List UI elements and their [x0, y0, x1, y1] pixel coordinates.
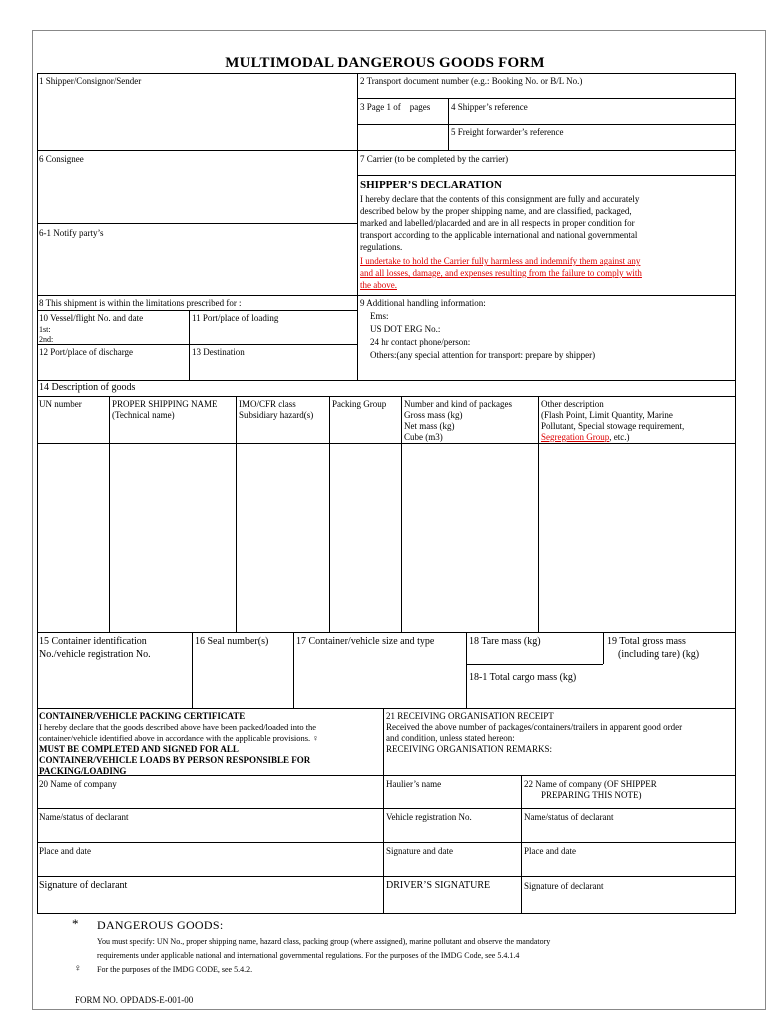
receipt-line: Received the above number of packages/containers/trailers in apparent good order: [386, 722, 683, 732]
grid-line: [37, 73, 736, 74]
footnote-line: You must specify: UN No., proper shipping name, hazard class, packing group (where assigned), marine pollutant and observe the mandatory: [97, 937, 551, 946]
grid-line: [603, 632, 604, 664]
female-symbol-icon: ♀: [74, 963, 82, 974]
certificate-line: I hereby declare that the goods described above have been packed/loaded into the: [39, 722, 317, 732]
company-name-label: 20 Name of company: [39, 779, 117, 789]
grid-line: [37, 223, 357, 224]
packing-group-header: Packing Group: [332, 399, 387, 409]
technical-name-header: (Technical name): [112, 410, 175, 420]
subsidiary-hazard-header: Subsidiary hazard(s): [239, 410, 314, 420]
un-number-header: UN number: [39, 399, 82, 409]
cargo-mass-label: 18-1 Total cargo mass (kg): [469, 672, 577, 683]
grid-line: [37, 380, 736, 381]
grid-line: [37, 344, 357, 345]
grid-line: [37, 808, 736, 809]
forwarder-reference-label: 5 Freight forwarder’s reference: [451, 127, 564, 137]
grid-line: [109, 396, 110, 632]
vehicle-reg-label: No./vehicle registration No.: [39, 649, 151, 660]
declarant-signature-label-2: Signature of declarant: [524, 881, 604, 891]
grid-line: [37, 150, 736, 151]
footnote-star: *: [72, 916, 79, 931]
grid-line: [466, 632, 467, 708]
grid-line: [37, 876, 736, 877]
including-tare-label: (including tare) (kg): [618, 649, 700, 660]
driver-signature-label: DRIVER’S SIGNATURE: [386, 880, 491, 891]
declaration-line: I hereby declare that the contents of this consignment are fully and accurately: [360, 194, 640, 204]
grid-line: [37, 295, 736, 296]
grid-line: [37, 396, 736, 397]
grid-line: [189, 310, 190, 380]
receipt-heading: 21 RECEIVING ORGANISATION RECEIPT: [386, 711, 554, 721]
certificate-requirement: MUST BE COMPLETED AND SIGNED FOR ALL: [39, 744, 239, 754]
declaration-line: regulations.: [360, 242, 403, 252]
grid-line: [521, 775, 522, 913]
grid-line: [383, 708, 384, 913]
grid-line: [401, 396, 402, 632]
declaration-heading: SHIPPER’S DECLARATION: [360, 179, 502, 191]
place-date-label-2: Place and date: [524, 846, 576, 856]
container-id-label: 15 Container identification: [39, 636, 147, 647]
carrier-label: 7 Carrier (to be completed by the carrier): [360, 154, 509, 164]
declaration-line: described below by the proper shipping name, and are classified, packaged,: [360, 206, 632, 216]
ems-label: Ems:: [370, 311, 389, 321]
grid-line: [37, 632, 736, 633]
goods-description-label: 14 Description of goods: [39, 382, 136, 393]
grid-line: [466, 664, 603, 665]
indemnity-line: and all losses, damage, and expenses resulting from the failure to comply with: [360, 268, 642, 278]
grid-line: [37, 73, 38, 914]
others-label: Others:(any special attention for transport: prepare by shipper): [370, 350, 596, 360]
transport-doc-label: 2 Transport document number (e.g.: Booking No. or B/L No.): [360, 76, 583, 86]
page-count-label: 3 Page 1 of pages: [360, 102, 431, 112]
notify-party-label: 6-1 Notify party’s: [39, 228, 104, 238]
contact-label: 24 hr contact phone/person:: [370, 337, 471, 347]
grid-line: [37, 443, 736, 444]
imo-class-header: IMO/CFR class: [239, 399, 296, 409]
grid-line: [448, 98, 449, 150]
certificate-line: container/vehicle identified above in accordance with the applicable provisions. ♀: [39, 733, 319, 743]
grid-line: [236, 396, 237, 632]
erg-label: US DOT ERG No.:: [370, 324, 441, 334]
grid-line: [735, 73, 736, 914]
container-size-label: 17 Container/vehicle size and type: [296, 636, 435, 647]
grid-line: [37, 913, 736, 914]
gross-mass-total-label: 19 Total gross mass: [607, 636, 686, 647]
footnote-line: For the purposes of the IMDG CODE, see 5.4.2.: [97, 965, 253, 974]
handling-info-label: 9 Additional handling information:: [360, 298, 486, 308]
haulier-name-label: Haulier’s name: [386, 779, 442, 789]
page-frame: [32, 30, 766, 1010]
shipping-name-header: PROPER SHIPPING NAME: [112, 399, 218, 409]
certificate-requirement: PACKING/LOADING: [39, 766, 127, 776]
segregation-group-link[interactable]: Segregation Group: [541, 432, 610, 442]
vehicle-registration-label: Vehicle registration No.: [386, 812, 472, 822]
footnote-line: requirements under applicable national and international governmental regulations. For the purposes of the IMDG Code, see 5.4.1.4: [97, 951, 520, 960]
certificate-requirement: CONTAINER/VEHICLE LOADS BY PERSON RESPONSIBLE FOR: [39, 755, 311, 765]
declaration-line: transport according to the applicable international and national governmental: [360, 230, 638, 240]
grid-line: [329, 396, 330, 632]
consignee-label: 6 Consignee: [39, 154, 84, 164]
grid-line: [538, 396, 539, 632]
grid-line: [37, 842, 736, 843]
other-description-line: Segregation Group, etc.): [541, 432, 630, 442]
second-leg-label: 2nd:: [39, 335, 54, 344]
form-number: FORM NO. OPDADS-E-001-00: [75, 995, 194, 1005]
other-description-line: Pollutant, Special stowage requirement,: [541, 421, 685, 431]
shipper-company-label-2: PREPARING THIS NOTE): [541, 790, 642, 800]
declarant-status-label: Name/status of declarant: [39, 812, 129, 822]
vessel-label: 10 Vessel/flight No. and date: [39, 313, 144, 323]
grid-line: [37, 708, 736, 709]
grid-line: [293, 632, 294, 708]
receipt-remarks: RECEIVING ORGANISATION REMARKS:: [386, 744, 553, 754]
declaration-line: marked and labelled/placarded and are in all respects in proper condition for: [360, 218, 635, 228]
indemnity-line: the above.: [360, 280, 397, 290]
gross-mass-header: Gross mass (kg): [404, 410, 463, 420]
footnote-heading: DANGEROUS GOODS:: [97, 918, 224, 932]
grid-line: [37, 775, 736, 776]
discharge-port-label: 12 Port/place of discharge: [39, 347, 134, 357]
first-leg-label: 1st:: [39, 325, 51, 334]
place-date-label: Place and date: [39, 846, 91, 856]
other-description-header: Other description: [541, 399, 604, 409]
form-title: MULTIMODAL DANGEROUS GOODS FORM: [225, 55, 545, 71]
other-description-line: (Flash Point, Limit Quantity, Marine: [541, 410, 673, 420]
grid-line: [192, 632, 193, 708]
shipper-label: 1 Shipper/Consignor/Sender: [39, 76, 142, 86]
limitations-label: 8 This shipment is within the limitations prescribed for :: [39, 298, 242, 308]
cube-header: Cube (m3): [404, 432, 443, 442]
grid-line: [357, 73, 358, 380]
declarant-signature-label: Signature of declarant: [39, 880, 128, 891]
net-mass-header: Net mass (kg): [404, 421, 455, 431]
destination-label: 13 Destination: [192, 347, 245, 357]
shipper-company-label: 22 Name of company (OF SHIPPER: [524, 779, 657, 789]
certificate-heading: CONTAINER/VEHICLE PACKING CERTIFICATE: [39, 711, 246, 721]
indemnity-line: I undertake to hold the Carrier fully harmless and indemnify them against any: [360, 256, 641, 266]
packages-header: Number and kind of packages: [404, 399, 512, 409]
grid-line: [357, 124, 736, 125]
loading-port-label: 11 Port/place of loading: [192, 313, 279, 323]
grid-line: [357, 175, 736, 176]
tare-mass-label: 18 Tare mass (kg): [469, 636, 541, 647]
seal-number-label: 16 Seal number(s): [195, 636, 269, 647]
receipt-line: and condition, unless stated hereon:: [386, 733, 515, 743]
grid-line: [357, 98, 736, 99]
declarant-status-label-2: Name/status of declarant: [524, 812, 614, 822]
shipper-reference-label: 4 Shipper’s reference: [451, 102, 528, 112]
grid-line: [37, 310, 357, 311]
signature-date-label: Signature and date: [386, 846, 453, 856]
